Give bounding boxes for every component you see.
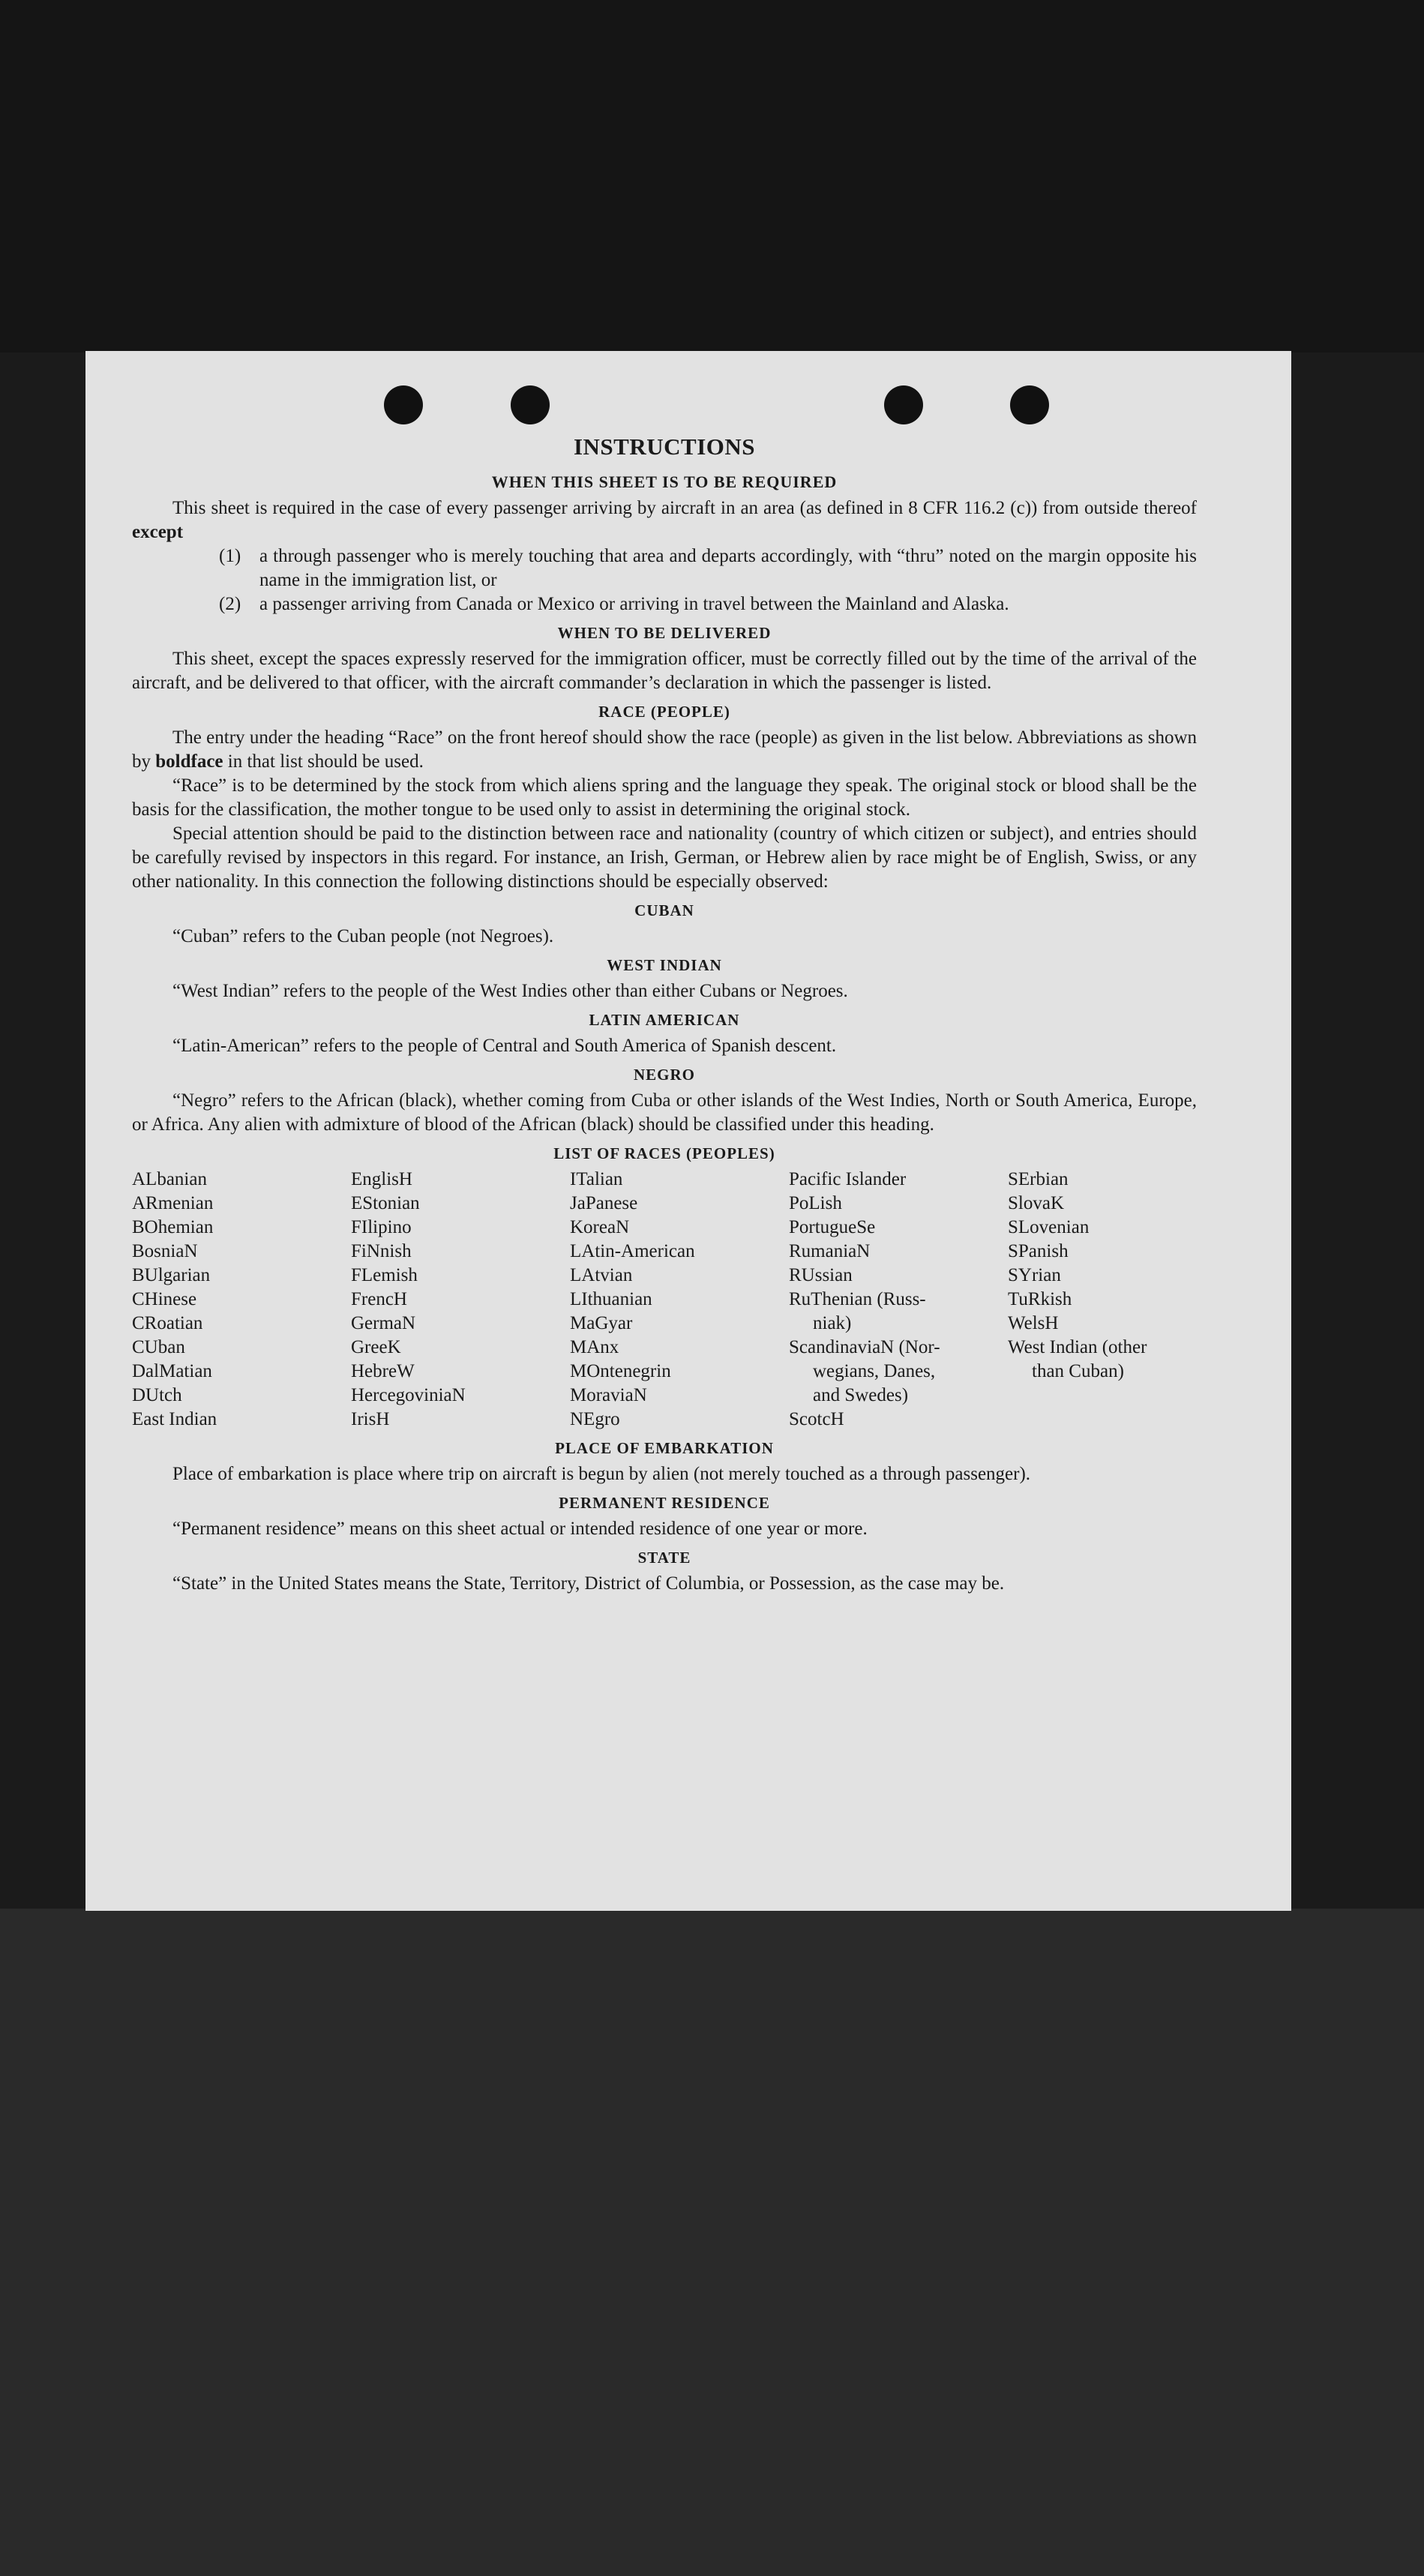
cuban-paragraph: “Cuban” refers to the Cuban people (not Negroes). [172,926,554,946]
race-entry: HebreW [351,1361,415,1381]
race-entry: GreeK [351,1337,401,1357]
page-title: INSTRUCTIONS [573,433,755,460]
race-entry: West Indian (other [1008,1337,1147,1357]
race-entry: SPanish [1008,1241,1069,1261]
race-entry: ARmenian [132,1193,214,1213]
race-entry: SYrian [1008,1265,1061,1285]
race-entry: HercegoviniaN [351,1385,466,1405]
race-entry: MaGyar [570,1313,633,1333]
race-entry: LIthuanian [570,1289,652,1309]
race-entry: RuThenian (Russ- [789,1289,926,1309]
race-entry: SLovenian [1008,1217,1090,1237]
section-heading-west-indian: WEST INDIAN [607,956,722,974]
race-entry: EnglisH [351,1169,412,1189]
race-paragraph-2: “Race” is to be determined by the stock from which aliens spring and the language they speak. The original stock or blood shall be the basis for the classification, the mother tongue to be used only to assist in determining the original stock. [132,775,1197,820]
race-entry: CUban [132,1337,185,1357]
document-sheet [85,351,1291,1911]
race-entry: FiNnish [351,1241,412,1261]
latin-american-paragraph: “Latin-American” refers to the people of Central and South America of Spanish descent. [172,1036,837,1056]
race-entry: LAtvian [570,1265,633,1285]
race-entry: RUssian [789,1265,853,1285]
section-heading-race: RACE (PEOPLE) [598,703,730,721]
race-entry: WelsH [1008,1313,1059,1333]
embarkation-paragraph: Place of embarkation is place where trip on aircraft is begun by alien (not merely touched as a through passenger). [172,1464,1031,1484]
race-entry: PortugueSe [789,1217,876,1237]
race-entry: wegians, Danes, [813,1361,936,1381]
exception-item: (1) a through passenger who is merely touching that area and departs accordingly, with “thru” noted on the margin opposite his name in the immigration list, or [219,546,1197,590]
section-heading-state: STATE [637,1549,691,1567]
race-entry: CHinese [132,1289,197,1309]
section-heading-when-required: WHEN THIS SHEET IS TO BE REQUIRED [491,472,838,491]
race-entry: Pacific Islander [789,1169,907,1189]
races-column [132,1168,351,1432]
race-entry: ALbanian [132,1169,207,1189]
races-column [351,1168,570,1432]
race-entry: LAtin-American [570,1241,695,1261]
race-entry: CRoatian [132,1313,203,1333]
west-indian-paragraph: “West Indian” refers to the people of the West Indies other than either Cubans or Negroes. [172,981,848,1001]
race-paragraph-3: Special attention should be paid to the distinction between race and nationality (country of which citizen or subject), and entries should be carefully revised by inspectors in this regard. For instance, an Irish, German, or Hebrew alien by race might be of English, Swiss, or any other nationality. In this connection the following distinctions should be especially observed: [132,823,1197,892]
section-heading-permanent-residence: PERMANENT RESIDENCE [559,1494,770,1512]
section-heading-when-delivered: WHEN TO BE DELIVERED [557,624,772,642]
race-entry: niak) [813,1313,852,1333]
section-heading-cuban: CUBAN [634,901,694,919]
race-entry: MoraviaN [570,1385,647,1405]
section-heading-latin-american: LATIN AMERICAN [589,1011,740,1029]
punch-hole [511,385,550,424]
permanent-residence-paragraph: “Permanent residence” means on this sheet actual or intended residence of one year or more. [172,1519,868,1539]
section-heading-embarkation: PLACE OF EMBARKATION [555,1439,774,1457]
race-entry: FrencH [351,1289,407,1309]
race-entry: East Indian [132,1409,217,1429]
race-entry: NEgro [570,1409,620,1429]
race-entry: KoreaN [570,1217,630,1237]
races-column [1008,1168,1227,1432]
race-entry: BOhemian [132,1217,214,1237]
race-entry: ScandinaviaN (Nor- [789,1337,940,1357]
race-entry: FIlipino [351,1217,412,1237]
race-entry: DUtch [132,1385,182,1405]
race-entry: JaPanese [570,1193,638,1213]
race-entry: GermaN [351,1313,416,1333]
race-entry: MOntenegrin [570,1361,671,1381]
race-entry: BosniaN [132,1241,198,1261]
race-entry: BUlgarian [132,1265,211,1285]
section-heading-list-of-races: LIST OF RACES (PEOPLES) [553,1144,775,1162]
scan-backdrop-top [0,0,1424,352]
race-entry: RumaniaN [789,1241,871,1261]
race-entry: FLemish [351,1265,418,1285]
race-entry: ITalian [570,1169,623,1189]
section-heading-negro: NEGRO [633,1066,695,1084]
race-entry: EStonian [351,1193,420,1213]
race-entry: PoLish [789,1193,842,1213]
races-column [789,1168,1008,1432]
when-delivered-paragraph: This sheet, except the spaces expressly reserved for the immigration officer, must be correctly filled out by the time of the arrival of the aircraft, and be delivered to that officer, with the aircraft commander’s declaration in which the passenger is listed. [132,649,1197,693]
races-list [132,1168,1197,1432]
negro-paragraph: “Negro” refers to the African (black), whether coming from Cuba or other islands of the West Indies, North or South America, Europe, or Africa. Any alien with admixture of blood of the African (black) should be classified under this heading. [132,1090,1197,1135]
exception-item: (2) a passenger arriving from Canada or Mexico or arriving in travel between the Mainland and Alaska. [219,594,1009,614]
race-entry: SErbian [1008,1169,1069,1189]
race-entry: DalMatian [132,1361,212,1381]
race-entry: MAnx [570,1337,619,1357]
punch-hole [384,385,423,424]
when-required-paragraph: This sheet is required in the case of every passenger arriving by aircraft in an area (as defined in 8 CFR 116.2 (c)) from outside thereof except [132,498,1197,542]
document-body [132,433,1197,1596]
race-entry: SlovaK [1008,1193,1064,1213]
races-column [570,1168,789,1432]
race-entry: TuRkish [1008,1289,1072,1309]
race-entry: and Swedes) [813,1385,909,1405]
punch-hole [884,385,923,424]
race-entry: than Cuban) [1032,1361,1124,1381]
scan-backdrop-bottom [0,1909,1424,2576]
race-paragraph-1: The entry under the heading “Race” on the front hereof should show the race (people) as given in the list below. Abbreviations as shown by boldface in that list should be used. [132,727,1197,772]
race-entry: IrisH [351,1409,390,1429]
state-paragraph: “State” in the United States means the State, Territory, District of Columbia, or Possession, as the case may be. [172,1573,1005,1594]
race-entry: ScotcH [789,1409,844,1429]
punch-hole [1010,385,1049,424]
